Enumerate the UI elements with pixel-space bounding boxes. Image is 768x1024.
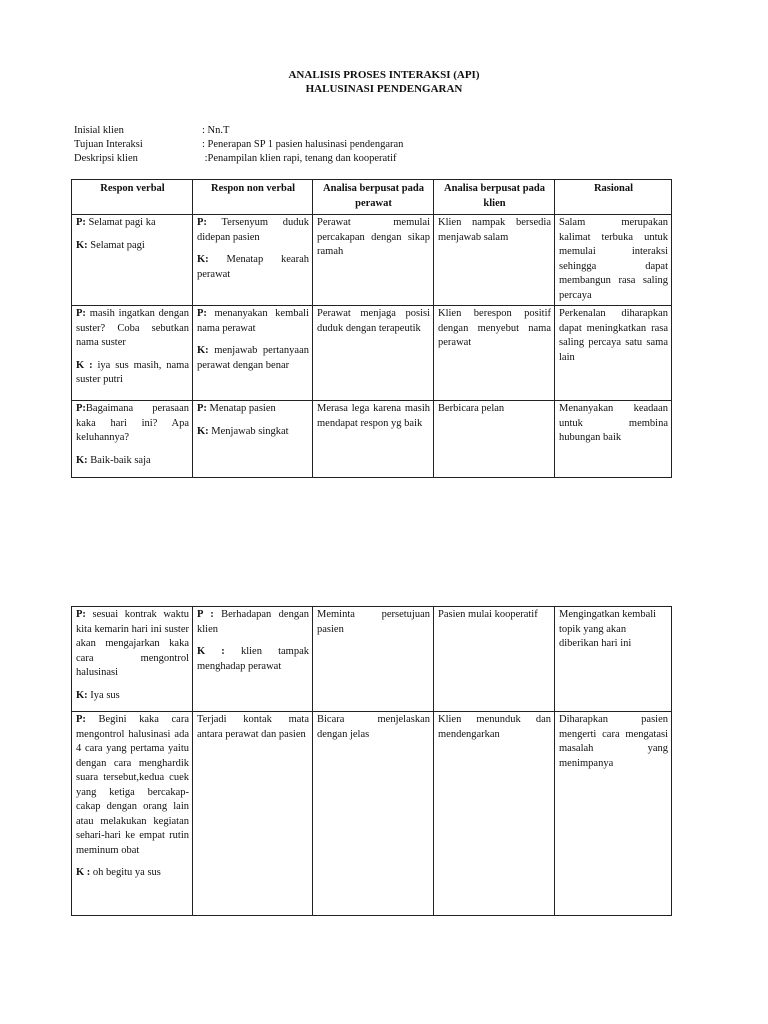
table-row (72, 607, 672, 712)
cell-nonverbal (193, 401, 313, 478)
cell-paragraph (197, 713, 309, 742)
cell-perawat: Perawat menjaga posisi duduk dengan terapeutik (313, 306, 434, 401)
speaker-label: K: (76, 689, 88, 701)
header-cell: Respon non verbal (193, 180, 313, 215)
interaction-table-continued (71, 606, 672, 916)
cell-nonverbal (193, 712, 313, 916)
speaker-label: K: (197, 254, 209, 265)
speaker-label: K : (197, 646, 225, 657)
header-cell: Analisa berpusat pada klien (434, 180, 555, 215)
cell-paragraph (76, 402, 189, 446)
cell-verbal (72, 607, 193, 712)
cell-klien: Klien nampak bersedia menjawab salam (434, 215, 555, 306)
table-row (72, 401, 672, 478)
speaker-label: P: (76, 403, 86, 414)
cell-paragraph (197, 216, 309, 245)
info-value: : Nn.T (202, 125, 230, 136)
info-initial (74, 124, 229, 139)
cell-verbal (72, 401, 193, 478)
info-label: Tujuan Interaksi (74, 139, 143, 150)
cell-text: iya sus masih, nama suster putri (76, 359, 189, 385)
speaker-label: K: (76, 239, 88, 251)
cell-paragraph (76, 239, 189, 254)
info-value: :Penampilan klien rapi, tenang dan kooperatif (202, 153, 397, 164)
cell-perawat: Merasa lega karena masih mendapat respon yg baik (313, 401, 434, 478)
table-row (72, 215, 672, 306)
cell-klien: Klien berespon positif dengan menyebut nama perawat (434, 306, 555, 401)
cell-text: Berhadapan dengan klien (197, 609, 309, 635)
cell-paragraph (76, 866, 189, 881)
cell-paragraph (197, 645, 309, 674)
cell-nonverbal (193, 607, 313, 712)
cell-paragraph (76, 713, 189, 858)
title-line-2: HALUSINASI PENDENGARAN (305, 83, 463, 95)
cell-text: oh begitu ya sus (90, 867, 161, 878)
cell-verbal (72, 712, 193, 916)
cell-paragraph (76, 454, 189, 469)
cell-paragraph (197, 425, 309, 440)
cell-text: menjawab pertanyaan perawat dengan benar (197, 345, 309, 371)
table-header-row (72, 180, 672, 215)
speaker-label: K: (76, 454, 88, 466)
cell-rasional: Mengingatkan kembali topik yang akan diberikan hari ini (555, 607, 672, 712)
cell-text: Selamat pagi ka (85, 217, 156, 228)
cell-paragraph (197, 307, 309, 336)
cell-text: Terjadi kontak mata antara perawat dan pasien (197, 714, 309, 740)
cell-text: Baik-baik saja (87, 454, 151, 466)
info-label: Inisial klien (74, 125, 124, 136)
cell-text: Menjawab singkat (208, 425, 289, 437)
speaker-label: P: (197, 403, 207, 414)
cell-text: Bagaimana perasaan kaka hari ini? Apa keluhannya? (76, 403, 189, 443)
cell-rasional: Salam merupakan kalimat terbuka untuk memulai interaksi sehingga dapat membangun rasa saling percaya (555, 215, 672, 306)
cell-nonverbal (193, 215, 313, 306)
cell-rasional: Menanyakan keadaan untuk membina hubungan baik (555, 401, 672, 478)
cell-text: klien tampak menghadap perawat (197, 646, 309, 672)
speaker-label: K : (76, 867, 91, 878)
cell-klien: Pasien mulai kooperatif (434, 607, 555, 712)
info-label: Deskripsi klien (74, 153, 138, 164)
info-description (74, 152, 396, 167)
header-cell: Respon verbal (72, 180, 193, 215)
cell-verbal (72, 306, 193, 401)
speaker-label: P: (197, 308, 207, 319)
cell-text: masih ingatkan dengan suster? Coba sebutkan nama suster (76, 308, 189, 348)
speaker-label: K : (76, 359, 93, 371)
cell-paragraph (76, 359, 189, 388)
cell-paragraph (76, 608, 189, 681)
cell-rasional: Perkenalan diharapkan dapat meningkatkan rasa saling percaya satu sama lain (555, 306, 672, 401)
speaker-label: P : (197, 609, 214, 620)
speaker-label: P: (76, 609, 86, 620)
cell-klien: Klien menunduk dan mendengarkan (434, 712, 555, 916)
info-purpose (74, 138, 403, 153)
cell-text: menanyakan kembali nama perawat (197, 308, 309, 334)
cell-paragraph (197, 253, 309, 282)
cell-text: Selamat pagi (87, 239, 145, 251)
table-row (72, 712, 672, 916)
title-line-1: ANALISIS PROSES INTERAKSI (API) (288, 69, 480, 81)
header-cell: Analisa berpusat pada perawat (313, 180, 434, 215)
cell-paragraph (76, 216, 189, 231)
cell-text: Menatap kearah perawat (197, 254, 309, 280)
cell-text: sesuai kontrak waktu kita kemarin hari ini suster akan mengajarkan kaka cara mengontrol halusinasi (76, 609, 189, 678)
table-row (72, 306, 672, 401)
cell-verbal (72, 215, 193, 306)
speaker-label: K: (197, 425, 209, 437)
speaker-label: P: (76, 308, 86, 319)
cell-rasional: Diharapkan pasien mengerti cara mengatasi masalah yang menimpanya (555, 712, 672, 916)
cell-paragraph (76, 689, 189, 704)
interaction-table (71, 179, 672, 478)
cell-klien: Berbicara pelan (434, 401, 555, 478)
speaker-label: P: (76, 714, 86, 725)
speaker-label: P: (197, 217, 207, 228)
cell-text: Tersenyum duduk didepan pasien (197, 217, 309, 243)
speaker-label: K: (197, 345, 209, 356)
cell-perawat: Meminta persetujuan pasien (313, 607, 434, 712)
cell-paragraph (197, 608, 309, 637)
cell-perawat: Bicara menjelaskan dengan jelas (313, 712, 434, 916)
cell-text: Menatap pasien (206, 403, 276, 414)
cell-text: Iya sus (87, 689, 120, 701)
speaker-label: P: (76, 217, 86, 228)
cell-text: Begini kaka cara mengontrol halusinasi ada 4 cara yang pertama yaitu dengan cara menghardik suara tersebut,kedua cuek yang ketiga bercakap-cakap dengan orang lain atau melakukan kegiatan sehari-hari ke empat rutin meminum obat (76, 714, 189, 856)
cell-paragraph (197, 402, 309, 417)
cell-paragraph (76, 307, 189, 351)
info-value: : Penerapan SP 1 pasien halusinasi pendengaran (202, 139, 404, 150)
cell-nonverbal (193, 306, 313, 401)
cell-paragraph (197, 344, 309, 373)
header-cell: Rasional (555, 180, 672, 215)
cell-perawat: Perawat memulai percakapan dengan sikap ramah (313, 215, 434, 306)
